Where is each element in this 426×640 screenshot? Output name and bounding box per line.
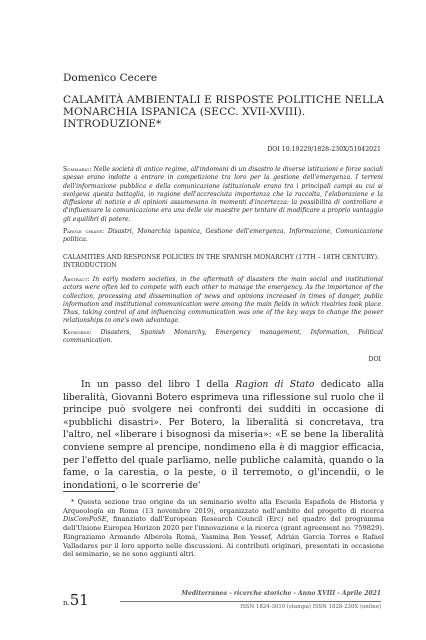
sommario-label: Sommario: [63,166,92,173]
article-doi: DOI 10.19229/1828-230X/51042021 [267,146,381,153]
author-name: Domenico Cecere [63,72,158,84]
keywords [63,329,383,346]
footer-divider [120,601,381,602]
footnote-divider [63,491,115,492]
keywords-text: Disasters, Spanish Monarchy, Emergency management, Information, Political communication. [63,329,384,345]
page-number [63,590,89,609]
article-title: CALAMITÀ AMBIENTALI E RISPOSTE POLITICHE NELLA MONARCHIA ISPANICA (SECC. XVII-XVIII). INTRODUZIONE* [63,94,384,130]
english-title: CALAMITIES AND RESPONSE POLICIES IN THE SPANISH MONARCHY (17TH – 18TH CENTURY). INTRODUCTION [63,254,380,270]
body-italic-title: Ragion di Stato [235,379,315,390]
sommario [63,166,383,224]
abstract [63,276,383,326]
footnote-text-2: , finanziato dall'European Research Council (Erc) nel quadro del programma dell'Unione Europea Horizon 2020 per l'innovazione e la ricerca (grant agreement no. 759829). Ringraziamo Armando Alberola Romá, Yasmina Ben Yessef, Adrián García Torres e Rafael Valladares per il loro apporto nelle discussioni. Ai contributi originari, presentati in occasione del seminario, se ne sono aggiunti altri. [63,515,384,559]
page-number-value: 51 [69,591,89,609]
sommario-text: Nelle società di antico regime, all'indomani di un disastro le diverse istituzioni e forze sociali spesso erano indotte a entrare in competizione tra loro per la gestione dell'emergenza. I terreni dell'informazione pubblica e della comunicazione istituzionale erano tra i principali campi su cui si svolgeva questa battaglia, in ragione dell'accresciuta importanza che la raccolta, l'elaborazione e la diffusione di notizie e di opinioni assumevano in momenti d'incertezza: la possibilità di controllare e d'influenzare la comunicazione era una delle vie maestre per tentare di modificare a proprio vantaggio gli equilibri di potere. [63,166,384,223]
keywords-label: Keywords: [63,329,92,336]
parole-chiave-text: Disastri, Monarchia ispanica, Gestione dell'emergenza, Informazione, Comunicazione politica. [63,228,383,244]
body-text-2: dedicato alla liberalità, Giovanni Botero esprimeva una riflessione sul ruolo che il principe può svolgere nei confronti dei sudditi in occasione di «pubblichi disastri». Per Botero, la liberalità si concretava, tra l'altro, nel «liberare i bisognosi da miseria»: «E se bene la liberalità conviene sempre al prencipe, nondimeno ella è di maggior efficacia, per l'effetto del quale parliamo, nelle publiche calamità, quando o la fame, o la carestia, o la peste, o il terremoto, o gl'incendii, o le inondationi, o le scorrerie de' [63,379,384,491]
body-text-1: In un passo del libro I della [81,379,236,390]
body-paragraph [63,379,384,492]
doi-short: DOI [368,356,381,363]
parole-chiave [63,228,383,245]
abstract-label: Abstract: [63,276,90,283]
footnote-italic-project: DisComPoSE [63,515,107,524]
footnote [63,498,384,559]
abstract-text: In early modern societies, in the aftermath of disasters the main social and institutional actors were often led to compete with each other to manage the emergency. As the importance of the collection, processing and dissemination of news and opinions increased in times of danger, public information and institutional communication were among the main fields in which rivalries took place. Thus, taking control of and influencing communication was one of the key ways to change the power relationships to one's own advantage. [63,276,383,325]
journal-running-footer: Mediterranea - ricerche storiche - Anno XVIII - Aprile 2021 [181,590,381,597]
page-number-prefix: n. [63,599,70,607]
footnote-text-1: * Questa sezione trae origine da un seminario svolto alla Escuela Española de Historia y Arqueología en Roma (13 novembre 2019), organizzato nell'ambito del progetto di ricerca [63,498,384,515]
issn-line: ISSN 1824-3010 (stampa) ISSN 1828-230X (online) [240,604,381,610]
parole-chiave-label: Parole chiave: [63,228,105,235]
